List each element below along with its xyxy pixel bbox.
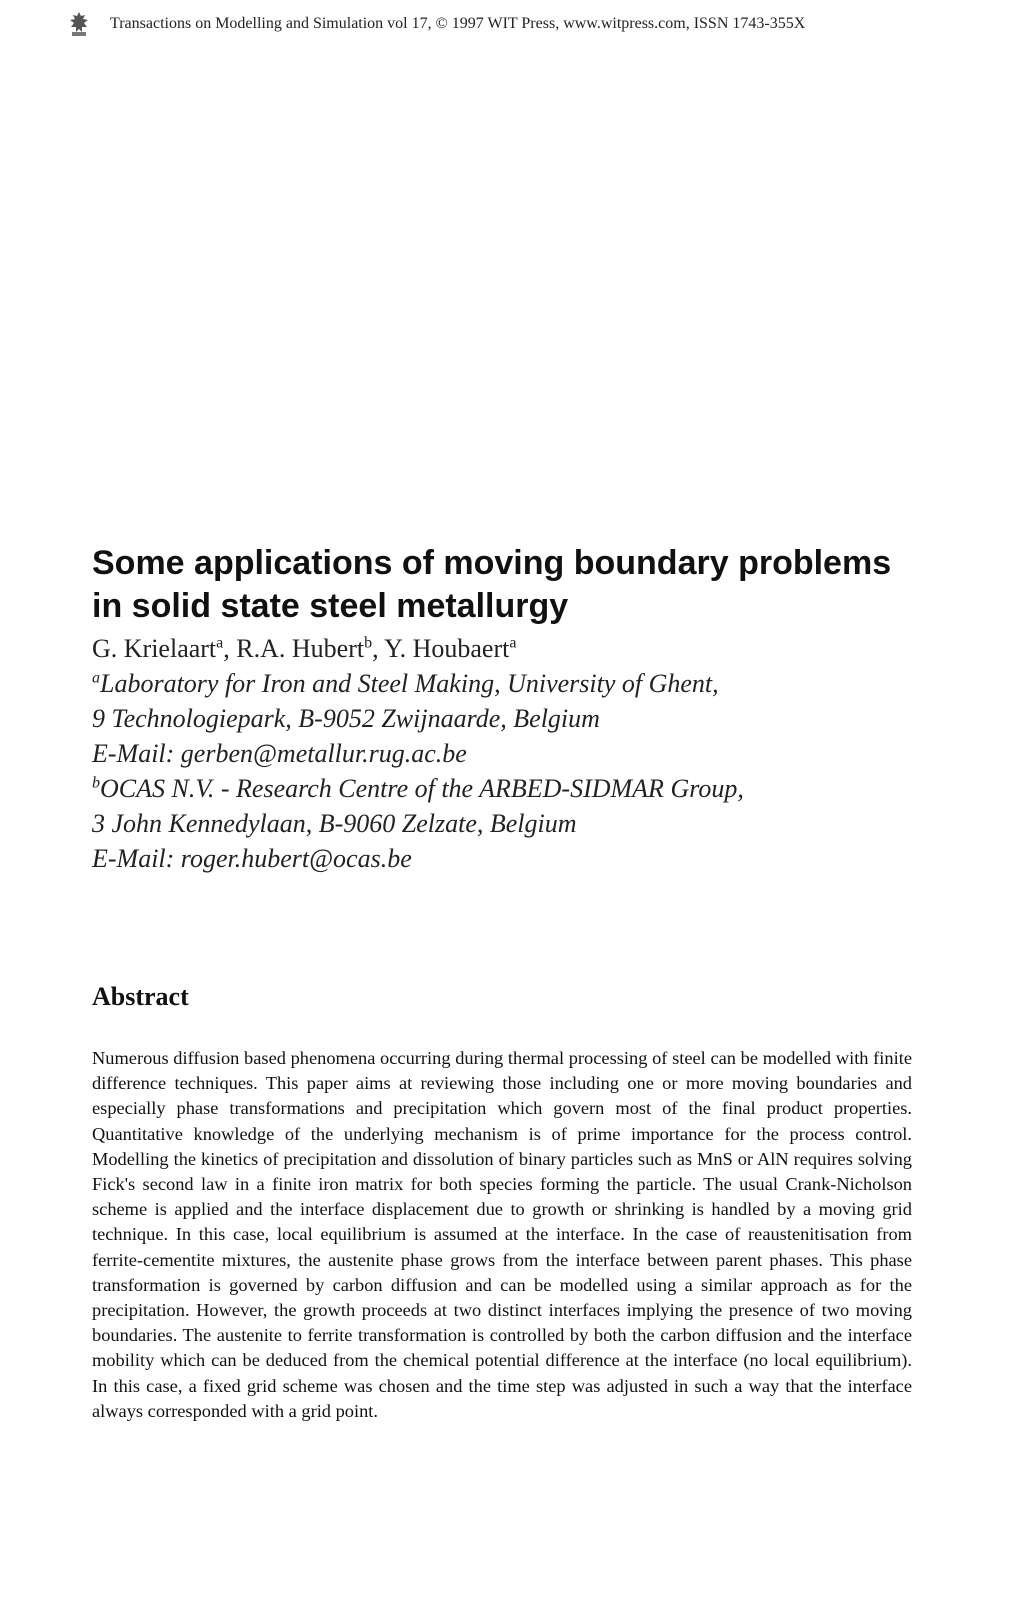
journal-citation: Transactions on Modelling and Simulation vol 17, © 1997 WIT Press, www.witpress.com, ISSN 1743-355X [110,15,806,32]
title-line: in solid state steel metallurgy [92,587,569,625]
affiliation-b-email: E-Mail: roger.hubert@ocas.be [92,844,412,873]
affiliation-b-line [92,771,952,806]
author-separator: , [372,634,385,663]
author-list [92,632,516,666]
page-header [66,6,966,42]
affiliation-a-address: 9 Technologiepark, B-9052 Zwijnaarde, Belgium [92,704,600,733]
affiliation-text: OCAS N.V. - Research Centre of the ARBED-SIDMAR Group, [100,774,744,803]
author-name: G. Krielaart [92,634,217,663]
affiliation-a-email: E-Mail: gerben@metallur.rug.ac.be [92,739,467,768]
paper-title [92,542,952,628]
affiliation-mark: b [92,774,100,792]
wit-press-seal-icon [66,9,92,39]
affiliation-text: Laboratory for Iron and Steel Making, University of Ghent, [100,669,719,698]
author-name: Y. Houbaert [384,634,510,663]
affiliation-a-line [92,666,952,701]
affiliation-mark: a [509,634,517,652]
affiliations [92,666,952,876]
abstract-heading: Abstract [92,982,189,1011]
affiliation-mark: a [92,669,100,687]
affiliation-mark: b [364,634,373,652]
affiliation-b-address: 3 John Kennedylaan, B-9060 Zelzate, Belgium [92,809,577,838]
author-separator: , [223,634,237,663]
author-name: R.A. Hubert [236,634,365,663]
title-line: Some applications of moving boundary problems [92,544,892,582]
affiliation-mark: a [216,634,224,652]
abstract-body: Numerous diffusion based phenomena occurring during thermal processing of steel can be modelled with finite difference techniques. This paper aims at reviewing those including one or more moving boundaries and especially phase transformations and precipitation which govern most of the final product properties. Quantitative knowledge of the underlying mechanism is of prime importance for the process control. Modelling the kinetics of precipitation and dissolution of binary particles such as MnS or AlN requires solving Fick's second law in a finite iron matrix for both species forming the particle. The usual Crank-Nicholson scheme is applied and the interface displacement due to growth or shrinking is handled by a moving grid technique. In this case, local equilibrium is assumed at the interface. In the case of reaustenitisation from ferrite-cementite mixtures, the austenite phase grows from the interface between parent phases. This phase transformation is governed by carbon diffusion and can be modelled using a similar approach as for the precipitation. However, the growth proceeds at two distinct interfaces implying the presence of two moving boundaries. The austenite to ferrite transformation is controlled by both the carbon diffusion and the interface mobility which can be deduced from the chemical potential difference at the interface (no local equilibrium). In this case, a fixed grid scheme was chosen and the time step was adjusted in such a way that the interface always corresponded with a grid point. [92,1048,912,1421]
